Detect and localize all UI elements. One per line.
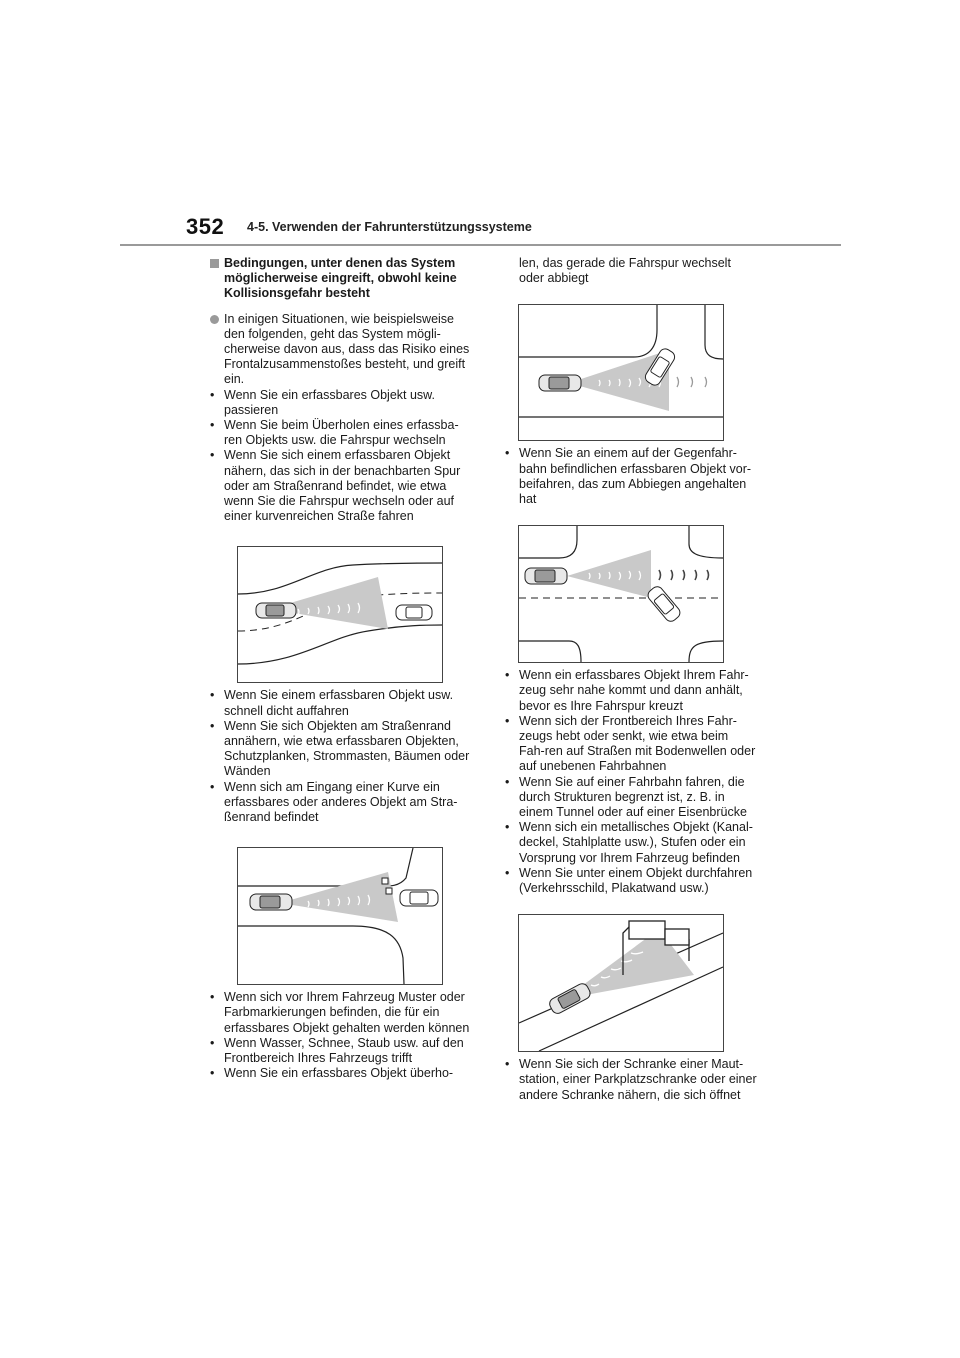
list-item: • Wenn Sie ein erfassbares Objekt überho-: [210, 1066, 454, 1081]
intro-paragraph: [210, 312, 472, 388]
bullet-dot-icon: •: [210, 779, 215, 794]
bullet-dot-icon: •: [210, 688, 215, 703]
figure-oncoming-turning-vehicle: [518, 525, 724, 663]
own-car-icon: [539, 375, 581, 391]
subsection-heading-text: Bedingungen, unter denen das System möglicherweise eingreift, obwohl keine Kollisionsgefahr besteht: [224, 256, 457, 301]
list-item: • Wenn sich ein metallisches Objekt (Kanal-deckel, Stahlplatte usw.), Stufen oder ein Vorsprung vor Ihrem Fahrzeug befinden: [505, 820, 753, 865]
own-car-icon: [548, 982, 593, 1016]
list-item: • Wenn sich vor Ihrem Fahrzeug Muster oder Farbmarkierungen befinden, die für ein erfassbares Objekt gehalten werden können: [210, 990, 470, 1035]
figure-curved-road: [237, 546, 443, 683]
figure-turning-vehicle: [518, 304, 724, 441]
bullet-dot-icon: •: [210, 1035, 215, 1050]
right-column: [505, 256, 757, 1103]
list-item: • Wenn Sie sich der Schranke einer Maut-station, einer Parkplatzschranke oder einer andere Schranke nähern, die sich öffnet: [505, 1057, 757, 1102]
bullet-dot-icon: •: [505, 713, 510, 728]
page-number: 352: [186, 214, 225, 239]
list-item: • Wenn Wasser, Schnee, Staub usw. auf den Frontbereich Ihres Fahrzeugs trifft: [210, 1035, 464, 1066]
header-rule: [120, 244, 841, 246]
subsection-heading: [210, 256, 472, 302]
bullet-dot-icon: •: [210, 1066, 215, 1081]
square-bullet-icon: [210, 259, 219, 268]
list-item: • Wenn Sie auf einer Fahrbahn fahren, die durch Strukturen begrenzt ist, z. B. in einem Tunnel oder auf einer Eisenbrücke: [505, 774, 747, 820]
target-car-icon: [400, 890, 438, 906]
figure-overhead-sign: [518, 914, 724, 1052]
bullet-dot-icon: •: [505, 820, 510, 835]
list-item: • Wenn sich am Eingang einer Kurve ein erfassbares oder anderes Objekt am Stra-ßenrand befindet: [210, 779, 458, 825]
own-car-icon: [525, 568, 567, 584]
list-item: • Wenn Sie sich einem erfassbaren Objekt nähern, das sich in der benachbarten Spur oder am Straßenrand befindet, wie etwa wenn Sie die Fahrspur wechseln oder auf einer kurvenreichen Straße fahren: [210, 448, 461, 524]
list-item: • Wenn Sie sich Objekten am Straßenrand annähern, wie etwa erfassbaren Objekten, Schutzplanken, Strommasten, Bäumen oder Wänden: [210, 718, 470, 779]
bullet-dot-icon: •: [210, 718, 215, 733]
bullet-dot-icon: •: [210, 448, 215, 463]
bullet-dot-icon: •: [210, 990, 215, 1005]
bullet-dot-icon: •: [505, 865, 510, 880]
left-column: [210, 256, 472, 1082]
bullet-dot-icon: •: [505, 446, 510, 461]
intro-text: In einigen Situationen, wie beispielsweise den folgenden, geht das System mögli-cherweise davon aus, dass das Risiko eines Frontalzusammenstoßes besteht, und greift ein.: [224, 311, 470, 387]
bullet-dot-icon: •: [505, 774, 510, 789]
target-car-icon: [646, 585, 683, 624]
own-car-icon: [256, 603, 296, 618]
list-item: • Wenn Sie an einem auf der Gegenfahr-bahn befindlichen erfassbaren Objekt vor-beifahren, das zum Abbiegen angehalten hat: [505, 446, 752, 507]
bullet-dot-icon: •: [210, 418, 215, 433]
circle-bullet-icon: [210, 315, 219, 324]
list-item: • Wenn sich der Frontbereich Ihres Fahr-zeugs hebt oder senkt, wie etwa beim Fah-ren auf Straßen mit Bodenwellen oder auf unebenen Fahrbahnen: [505, 713, 756, 774]
bullet-dot-icon: •: [505, 668, 510, 683]
list-item: • Wenn Sie unter einem Objekt durchfahren (Verkehrsschild, Plakatwand usw.): [505, 865, 753, 896]
target-car-icon: [396, 605, 432, 620]
own-car-icon: [250, 894, 292, 910]
list-item: • Wenn ein erfassbares Objekt Ihrem Fahr-zeug sehr nahe kommt und dann anhält, bevor es Ihre Fahrspur kreuzt: [505, 668, 749, 713]
bullet-dot-icon: •: [505, 1057, 510, 1072]
list-item: • Wenn Sie beim Überholen eines erfassba-ren Objekts usw. die Fahrspur wechseln: [210, 418, 459, 448]
page-header: [0, 0, 960, 250]
figure-curve-entrance: [237, 847, 443, 985]
bullet-dot-icon: •: [210, 387, 215, 402]
list-item: • Wenn Sie ein erfassbares Objekt usw. passieren: [210, 387, 435, 417]
section-title: 4-5. Verwenden der Fahrunterstützungssysteme: [247, 220, 532, 234]
list-item: • Wenn Sie einem erfassbaren Objekt usw. schnell dicht auffahren: [210, 688, 454, 718]
continuation-text: len, das gerade die Fahrspur wechselt oder abbiegt: [519, 256, 731, 286]
